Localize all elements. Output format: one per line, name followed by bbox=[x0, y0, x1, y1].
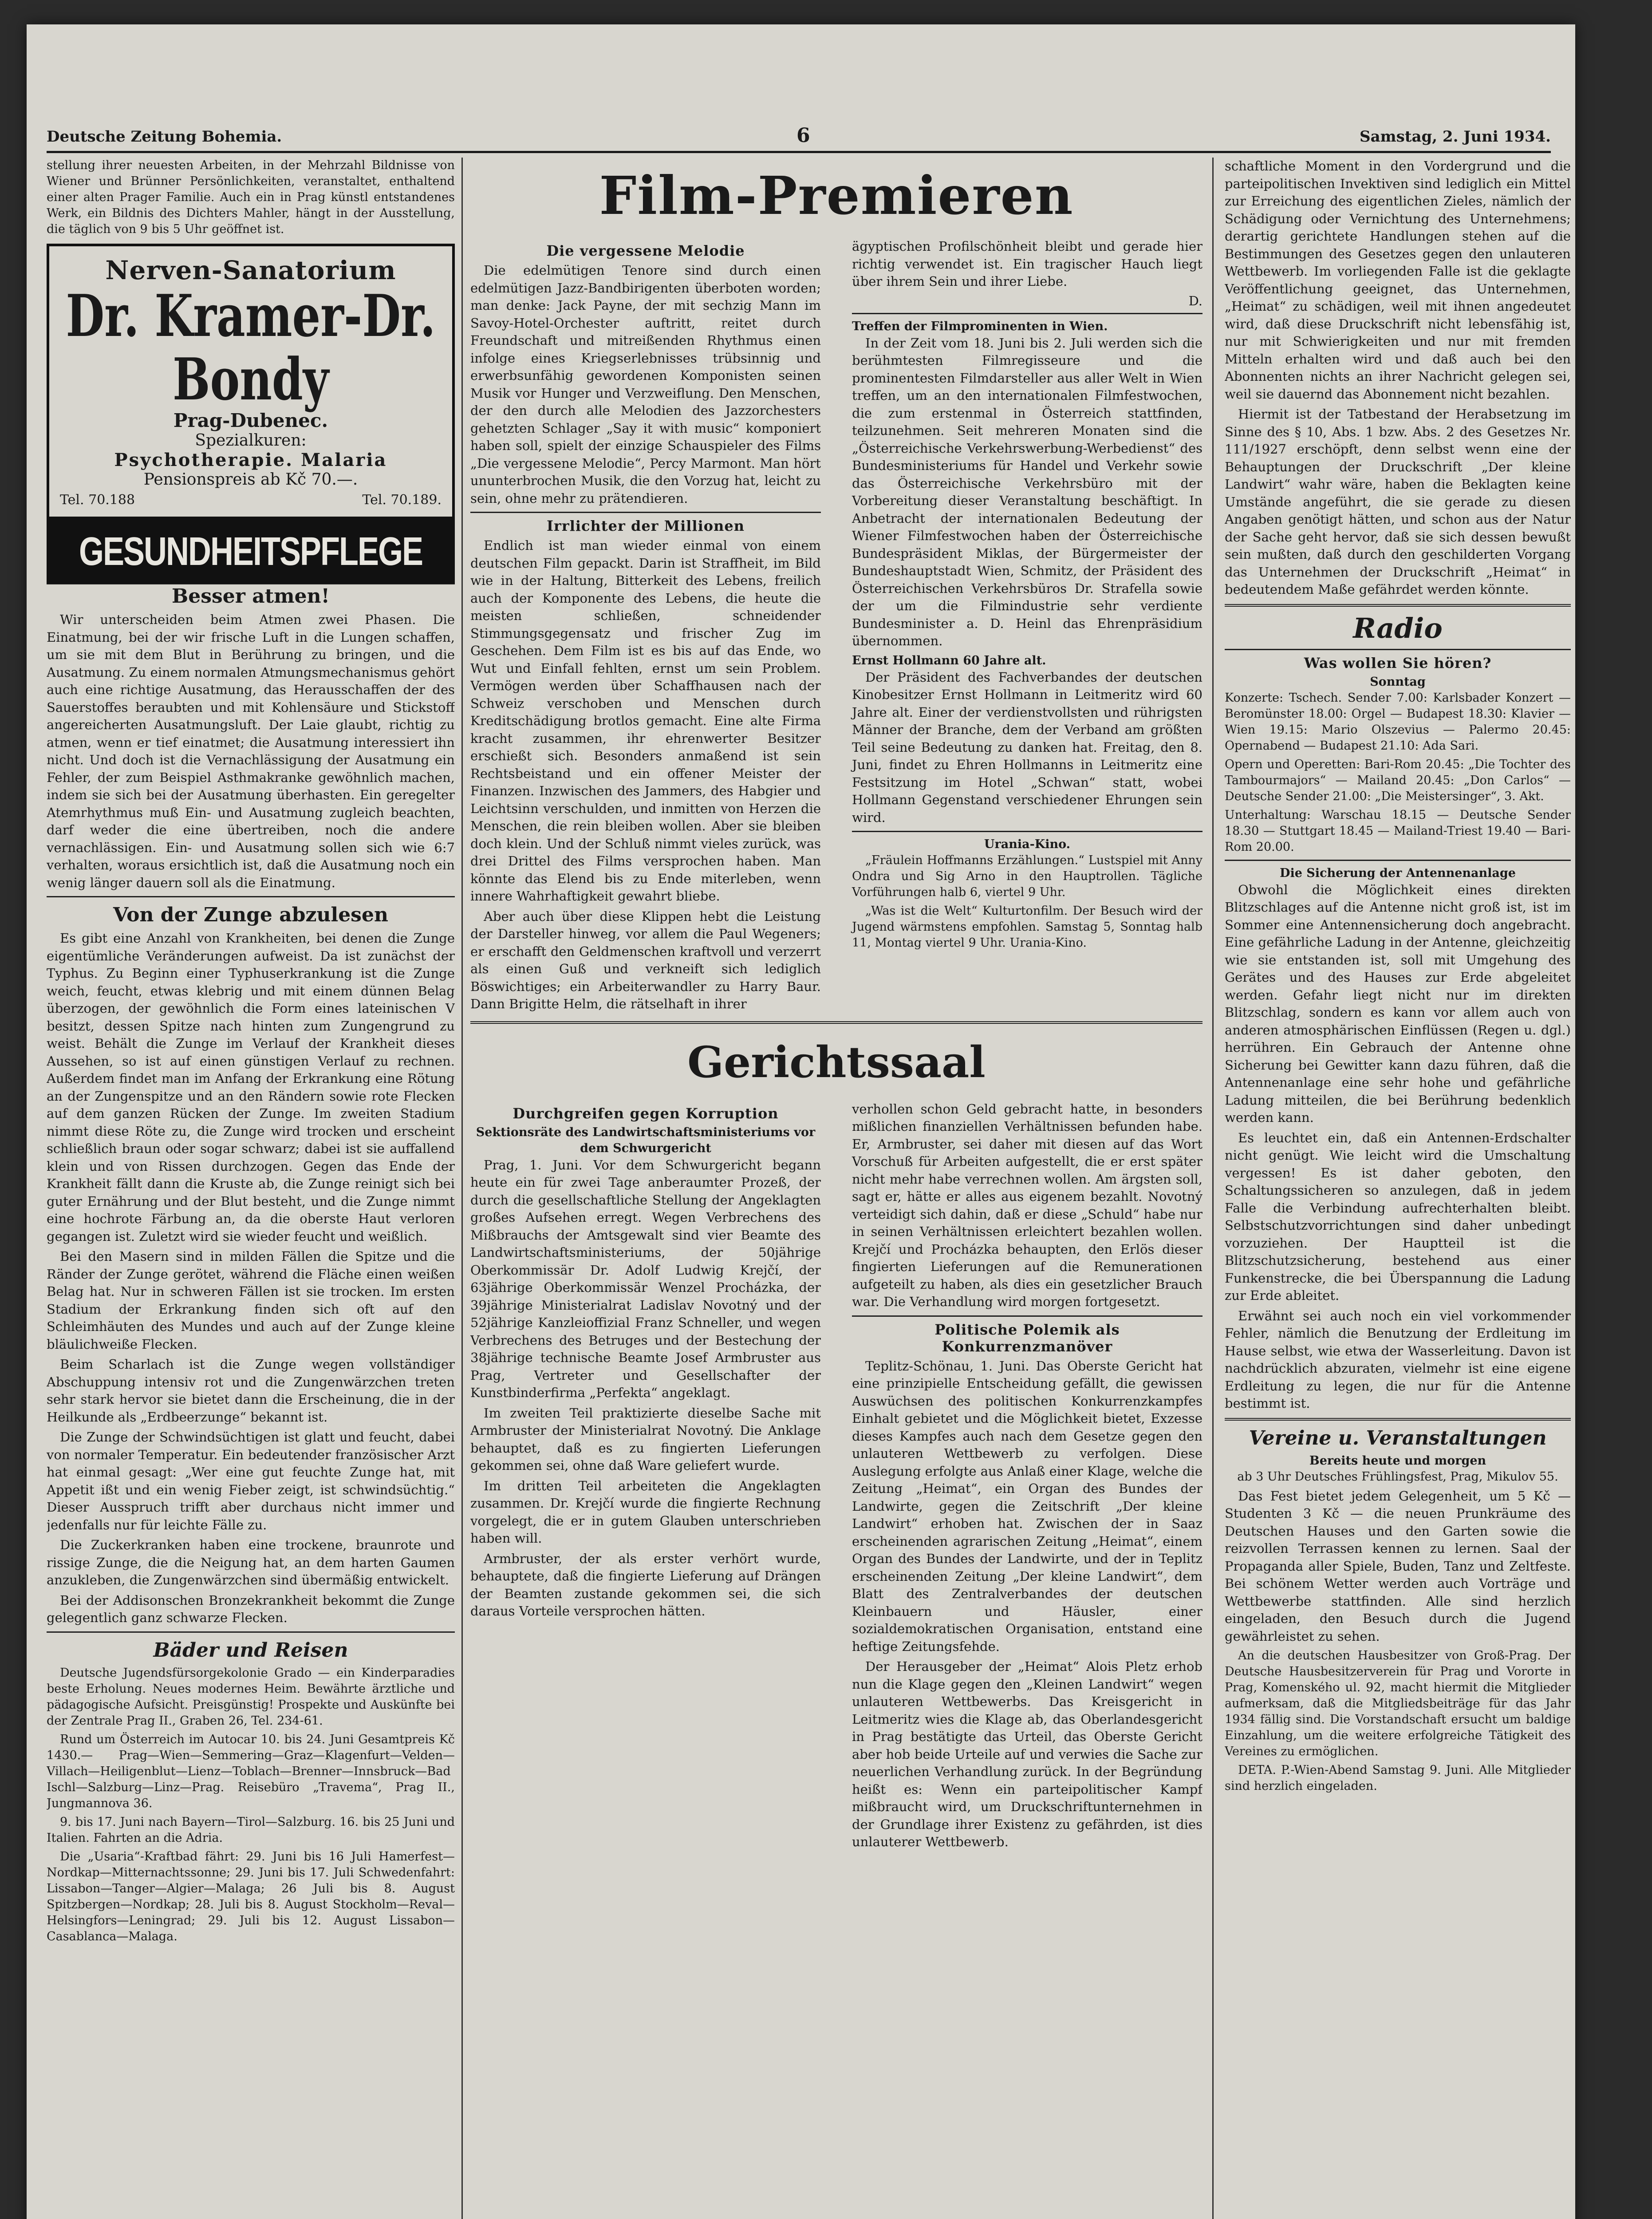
article-title: Was wollen Sie hören? bbox=[1304, 654, 1492, 671]
article-title: Die vergessene Melodie bbox=[546, 242, 745, 259]
section-title: Bäder und Reisen bbox=[153, 1639, 348, 1662]
travel-notice: Die „Usaria“-Kraftbad fährt: 29. Juni bis 16 Juli Hamerfest—Nordkap—Mitternachtssonne; 29. Juni bis 17. Juli Schwedenfahrt: Lissabon—Tanger—Algier—Malaga; 26 Juli bis 8. August Spitzbergen—Nordkap; 28. Juli bis 8. August Stockholm—Reval—Helsingfors—Leningrad; 29. Juli bis 12. August Lissabon—Casablanca—Malaga. bbox=[47, 1849, 455, 1943]
article-paragraph: Prag, 1. Juni. Vor dem Schwurgericht begann heute ein für zwei Tage anberaumter Prozeß, der durch die gesellschaftliche Stellung der Angeklagten großes Aufsehen erregt. Wegen Verbrechens des Mißbrauchs der Amtsgewalt sind vier Beamte des Landwirtschaftsministeriums, der 50jährige Oberkommissär Dr. Adolf Ludwig Krejčí, der 63jährige Oberkommissär Wenzel Procházka, der 39jährige Ministerialrat Ladislav Novotný und der 52jährige Kanzleioffizial Franz Schneller, und wegen Verbrechens des Betruges und der Bestechung der 38jährige technische Beamte Josef Armbruster aus Prag, Vertreter und Gesellschafter der Kunstbinderfirma „Perfekta“ angeklagt. bbox=[470, 1157, 821, 1400]
exhibition-note: stellung ihrer neuesten Arbeiten, in der Mehrzahl Bildnisse von Wiener und Brünner Persönlichkeiten, veranstaltet, enthaltend einer alten Prager Familie. Auch ein in Prag künstl entstandenes Werk, ein Bildnis des Dichters Mahler, hängt in der Ausstellung, die täglich von 9 bis 5 Uhr geöffnet ist. bbox=[47, 158, 455, 236]
day-label: Sonntag bbox=[1370, 675, 1426, 689]
article-paragraph: Bei den Masern sind in milden Fällen die Spitze und die Ränder der Zunge gerötet, während die Fläche einen weißen Belag hat. Nur in schweren Fällen ist sie trocken. Im ersten Stadium der Erkrankung finden sich oft auf den Schleimhäuten des Mundes und auch auf der Zunge kleine bläulichweiße Flecken. bbox=[47, 1249, 455, 1352]
article-title: Die Sicherung der Antennenanlage bbox=[1280, 866, 1516, 880]
article-paragraph: Im zweiten Teil praktizierte dieselbe Sache mit Armbruster der Ministerialrat Novotný. Die Anklage behauptet, daß es zu fingierten Lieferungen gekommen sei, ohne daß Ware geliefert wurde. bbox=[470, 1405, 821, 1473]
ad-location: Prag-Dubenec. bbox=[173, 410, 328, 431]
page-number: 6 bbox=[796, 124, 810, 147]
event-line: ab 3 Uhr Deutsches Frühlingsfest, Prag, Mikulov 55. bbox=[1237, 1469, 1558, 1484]
ad-treatments: Psychotherapie. Malaria bbox=[114, 450, 387, 470]
ad-doctors-name: Dr. Kramer-Dr. Bondy bbox=[66, 281, 436, 414]
sanatorium-advertisement bbox=[47, 244, 455, 519]
article-paragraph: schaftliche Moment in den Vordergrund und die parteipolitischen Invektiven sind lediglich ein Mittel zur Erreichung des eigentlichen Zieles, nämlich der Schädigung oder Vernichtung des Unternehmens; derartig gerichtete Handlungen stehen auf die Bestimmungen des Gesetzes gegen den unlauteren Wettbewerb. Im vorliegenden Falle ist die geklagte Veröffentlichung geeignet, das Unternehmen, „Heimat“ zu schädigen, weil mit ihnen angedeutet wird, daß diese Druckschrift nicht lebensfähig ist, nur mit Schwierigkeiten und nur mit fremden Mitteln erhalten wird und daß auch bei den Abonnenten nichts an ihrer Nachricht gelegen sei, weil sie dauernd das Abonnement nicht bezahlen. bbox=[1225, 158, 1571, 402]
column-center bbox=[470, 158, 1203, 2219]
newspaper-name: Deutsche Zeitung Bohemia. bbox=[47, 128, 282, 146]
article-paragraph: ägyptischen Profilschönheit bleibt und gerade hier richtig verwendet ist. Ein tragischer Hauch liegt über ihrem Sein und ihrer Liebe. bbox=[852, 239, 1203, 289]
article-paragraph: Die Zuckerkranken haben eine trockene, braunrote und rissige Zunge, die die Neigung hat, an dem harten Gaumen anzukleben, die Zungenwärzchen sind übermäßig entwickelt. bbox=[47, 1537, 455, 1587]
author-signature: D. bbox=[1188, 293, 1203, 308]
article-paragraph: Der Präsident des Fachverbandes der deutschen Kinobesitzer Ernst Hollmann in Leitmeritz wird 60 Jahre alt. Einer der verdienstvollsten und rührigsten Männer der Branche, dem der Verband am größten Teil seine Bedeutung zu danken hat. Freitag, den 8. Juni, findet zu Ehren Hollmanns in Leitmeritz eine Festsitzung im Hotel „Schwan“ statt, wobei Hollmann Gegenstand verschiedener Ehrungen sein wird. bbox=[852, 669, 1203, 825]
ad-line-1: Nerven-Sanatorium bbox=[105, 255, 396, 285]
film-section-title: Film-Premieren bbox=[599, 165, 1074, 226]
travel-notice: Deutsche Jugendsfürsorgekolonie Grado — ein Kinderparadies beste Erholung. Neues modernes Heim. Bewährte ärztliche und pädagogische Aufsicht. Preisgünstig! Prospekte und Auskünfte bei der Zentrale Prag II., Graben 26, Tel. 234-61. bbox=[47, 1666, 455, 1728]
article-title: Durchgreifen gegen Korruption bbox=[513, 1105, 779, 1122]
newspaper-page bbox=[27, 24, 1575, 2219]
article-paragraph: In der Zeit vom 18. Juni bis 2. Juli werden sich die berühmtesten Filmregisseure und die prominentesten Filmdarsteller aus aller Welt in Wien treffen, um an den internationalen Filmfestwochen, die zum erstenmal in Österreich stattfinden, teilzunehmen. Seit mehreren Monaten sind die „Österreichische Verkehrswerbung-Werbedienst“ des Bundesministeriums für Handel und Verkehr sowie das Österreichische Verkehrsbüro mit der Vorbereitung dieser Veranstaltung beschäftigt. In Anbetracht der internationalen Bedeutung der Wiener Filmfestwochen haben der Österreichische Bundespräsident Miklas, der Bürgermeister der Bundeshauptstadt Wien, Schmitz, der Präsident des Österreichischen Verkehrsbüros Dr. Strafella sowie der um die Filmindustrie sehr verdiente Bundesminister a. D. Heinl das Ehrenpräsidium übernommen. bbox=[852, 335, 1203, 648]
section-title: Vereine u. Veranstaltungen bbox=[1249, 1426, 1547, 1449]
travel-notice: 9. bis 17. Juni nach Bayern—Tirol—Salzburg. 16. bis 25 Juni und Italien. Fahrten an die Adria. bbox=[47, 1815, 455, 1845]
article-paragraph: Das Fest bietet jedem Gelegenheit, um 5 Kč — Studenten 3 Kč — die neuen Prunkräume des Deutschen Hauses und den Garten sowie die reizvollen Terrassen kennen zu lernen. Saal der Propaganda aller Spiele, Buden, Tanz und Zeltfeste. Bei schönem Wetter werden auch Vorträge und Wettbewerbe stattfinden. Alle sind herzlich eingeladen, den Besuch durch die Jugend gewährleistet zu sehen. bbox=[1225, 1488, 1571, 1644]
article-paragraph: Im dritten Teil arbeiteten die Angeklagten zusammen. Dr. Krejčí wurde die fingierte Rechnung vorgelegt, die er in gutem Glauben unterschrieben haben will. bbox=[470, 1478, 821, 1546]
article-paragraph: DETA. P.-Wien-Abend Samstag 9. Juni. Alle Mitglieder sind herzlich eingeladen. bbox=[1225, 1763, 1571, 1793]
article-paragraph: Erwähnt sei auch noch ein viel vorkommender Fehler, nämlich die Benutzung der Erdleitung im Hause selbst, wie etwa der Wasserleitung. Davon ist nachdrücklich abzuraten, vielmehr ist eine eigene Erdleitung zu legen, die nur für die Antenne bestimmt ist. bbox=[1225, 1308, 1571, 1411]
article-paragraph: Es leuchtet ein, daß ein Antennen-Erdschalter nicht genügt. Wie leicht wird die Umschaltung vergessen! Es ist daher geboten, den Schaltungssicheren so anzulegen, daß in jedem Falle die Verbindung aufrechterhalten bleibt. Selbstschutzvorrichtungen sind daher unbedingt vorzuziehen. Der Hauptteil ist die Blitzschutzsicherung, bestehend aus einer Funkenstrecke, die bei Überspannung die Ladung zur Erde ableitet. bbox=[1225, 1130, 1571, 1303]
article-subtitle: Sektionsräte des Landwirtschaftsministeriums vor dem Schwurgericht bbox=[476, 1125, 816, 1155]
column-divider bbox=[1212, 158, 1214, 2219]
article-paragraph: Bei der Addisonschen Bronzekrankheit bekommt die Zunge gelegentlich ganz schwarze Flecken. bbox=[47, 1592, 455, 1625]
article-paragraph: Die edelmütigen Tenore sind durch einen edelmütigen Jazz-Bandbirigenten überboten worden; man denke: Jack Payne, der mit sechzig Mann im Savoy-Hotel-Orchester auftritt, reitet durch Freundschaft und mitreißenden Rhythmus einen infolge eines Kriegserlebnisses trübsinnig und erwerbsunfähig gewordenen Komponisten seinen Musik vor Hunger und Verzweiflung. Den Menschen, der den durch alle Melodien des Jazzorchesters gehetzten Schlager „Say it with music“ komponiert haben soll, spielt der einzige Schauspieler des Films „Die vergessene Melodie“, Percy Marmont. Man hört ununterbrochen Musik, die den Vorzug hat, leicht zu sein, ohne mehr zu prätendieren. bbox=[470, 263, 821, 506]
article-paragraph: Hiermit ist der Tatbestand der Herabsetzung im Sinne des § 10, Abs. 1 bzw. Abs. 2 des Gesetzes Nr. 111/1927 erschöpft, denn selbst wenn eine der Behauptungen der Druckschrift „Der kleine Landwirt“ wahr wäre, haben die Beklagten keine Umstände angeführt, die sie gerade zu diesen Angaben genötigt hätten, und schon aus der Natur der Sache geht hervor, daß sie sich dessen bewußt sein mußten, daß durch den geschilderten Vorgang das Unternehmen der Druckschrift „Heimat“ in bedeutendem Maße gefährdet werden könnte. bbox=[1225, 407, 1571, 597]
ad-phone-1: Tel. 70.188 bbox=[60, 492, 135, 508]
article-title: Von der Zunge abzulesen bbox=[113, 904, 388, 926]
column-right bbox=[1225, 158, 1571, 2219]
issue-date: Samstag, 2. Juni 1934. bbox=[1360, 128, 1551, 146]
article-paragraph: verhollen schon Geld gebracht hatte, in besonders mißlichen finanziellen Verhältnissen befunden habe. Er, Armbruster, sei daher mit diesen auf das Wort Vorschuß für Arbeiten aufgestellt, die er erst später nicht mehr habe verrechnen wollen. Am ärgsten soll, sagt er, hätte er alles aus eigenem bezahlt. Novotný verteidigt sich dahin, daß er diese „Schuld“ habe nur in seinen Verhältnissen erleichtert bezahlen wollen. Krejčí und Procházka behaupten, den Erlös dieser fingierten Lieferungen auf die Remunerationen aufgeteilt zu haben, als dies ein gesetzlicher Brauch war. Die Verhandlung wird morgen fortgesetzt. bbox=[852, 1101, 1203, 1309]
ad-price: Pensionspreis ab Kč 70.—. bbox=[143, 470, 358, 489]
travel-notice: Rund um Österreich im Autocar 10. bis 24. Juni Gesamtpreis Kč 1430.— Prag—Wien—Semmering—Graz—Klagenfurt—Velden—Villach—Heiligenblut—Lienz—Toblach—Brenner—Innsbruck—Bad Ischl—Salzburg—Linz—Prag. Reisebüro „Travema“, Prag II., Jungmannova 36. bbox=[47, 1732, 455, 1810]
section-banner: GESUNDHEITSPFLEGE bbox=[47, 519, 455, 584]
cinema-listing: „Fräulein Hoffmanns Erzählungen.“ Lustspiel mit Anny Ondra und Sig Arno in den Hauptrollen. Tägliche Vorführungen halb 6, viertel 9 Uhr. bbox=[852, 853, 1203, 899]
article-paragraph: Aber auch über diese Klippen hebt die Leistung der Darsteller hinweg, vor allem die Paul Wegeners; er erschafft den Geldmenschen kraftvoll und verzerrt als einen Guß und verkneift sich lediglich Böswichtiges; ein Arbeiterwandler zu Harry Baur. Dann Brigitte Helm, die rätselhaft in ihrer bbox=[470, 908, 821, 1011]
ad-phone-2: Tel. 70.189. bbox=[362, 492, 442, 508]
article-title: Treffen der Filmprominenten in Wien. bbox=[852, 319, 1108, 333]
article-paragraph: Wir unterscheiden beim Atmen zwei Phasen. Die Einatmung, bei der wir frische Luft in die Lungen schaffen, um sie mit dem Blut in Berührung zu bringen, und die Ausatmung. Zu einem normalen Atmungsmechanismus gehört auch eine richtige Ausatmung, das Herausschaffen der des Sauerstoffes beraubten und mit Kohlensäure und Stickstoff angereicherten Ausatmungsluft. Der Laie glaubt, richtig zu atmen, wenn er tief einatmet; die Ausatmung interessiert ihn nicht. Und doch ist die Vernachlässigung der Ausatmung ein Fehler, der zum Beispiel Asthmakranke gewöhnlich machen, indem sie sich bei der Ausatmung überhasten. Ein geregelter Atemrhythmus muß Ein- und Ausatmung zugleich beachten, darf weder die eine übertreiben, noch die andere vernachlässigen. Ein- und Ausatmung sollen sich wie 6:7 verhalten, woraus ersichtlich ist, daß die Ausatmung noch ein wenig länger dauern soll als die Einatmung. bbox=[47, 612, 455, 890]
article-paragraph: Beim Scharlach ist die Zunge wegen vollständiger Abschuppung intensiv rot und die Zungenwärzchen treten sehr stark hervor sie bietet dann die Erscheinung, die in der Heilkunde als „Erdbeerzunge“ bekannt ist. bbox=[47, 1357, 455, 1425]
article-paragraph: Es gibt eine Anzahl von Krankheiten, bei denen die Zunge eigentümliche Veränderungen aufweist. Da ist zunächst der Typhus. Zu Beginn einer Typhuserkrankung ist die Zunge weich, feucht, etwas klebrig und mit einem dünnen Belag überzogen, der gewöhnlich die Form eines lateinischen V besitzt, dessen Spitze nach hinten zum Zungengrund zu weist. Behält die Zunge im Verlauf der Krankheit dieses Aussehen, so ist auf einen günstigen Verlauf zu rechnen. Außerdem findet man im Anfang der Erkrankung eine Rötung an der Zungenspitze und an den Rändern sowie rote Flecken auf dem ganzen Rücken der Zunge. Im zweiten Stadium nimmt diese Röte zu, die Zunge wird trocken und erscheint schließlich braun oder sogar schwarz; dabei ist sie auffallend klein und von Rissen durchzogen. Gegen das Ende der Krankheit fällt dann die Kruste ab, die Zunge reinigt sich bei guter Ernährung und der Blut besteht, und die Zunge nimmt eine hochrote Färbung an, da die oberste Haut verloren gegangen ist. Zuletzt wird sie wieder feucht und weißlich. bbox=[47, 931, 455, 1244]
article-title: Ernst Hollmann 60 Jahre alt. bbox=[852, 653, 1046, 667]
column-left bbox=[47, 158, 455, 2219]
article-paragraph: Teplitz-Schönau, 1. Juni. Das Oberste Gericht hat eine prinzipielle Entscheidung gefällt, die gewissen Auswüchsen des politischen Konkurrenzkampfes Einhalt gebietet und die Möglichkeit bietet, Exzesse dieses Kampfes auch nach dem Gesetze gegen den unlauteren Wettbewerb zu verfolgen. Diese Auslegung erfolgte aus Anlaß einer Klage, welche die Zeitung „Heimat“, ein Organ des Bundes der Landwirte, gegen die Zeitschrift „Der kleine Landwirt“ erhoben hat. Zwischen der in Saaz erscheinenden agrarischen Zeitung „Heimat“, einem Organ des Bundes der Landwirte, und der in Teplitz erscheinenden Zeitung „Der kleine Landwirt“, dem Blatt des Zentralverbandes der deutschen Kleinbauern und Häusler, einer sozialdemokratischen Organisation, entstand eine heftige Zeitungsfehde. bbox=[852, 1358, 1203, 1654]
article-paragraph: Endlich ist man wieder einmal von einem deutschen Film gepackt. Darin ist Straffheit, im Bild wie in der Haltung, Bitterkeit des Lebens, freilich auch der Komponente des Lebens, die heute die meisten schließen, schneidender Stimmungsgegensatz und frischer Zug im Geschehen. Dem Film ist es bis auf das Ende, wo Wut und Einfall fehlten, ernst um sein Problem. Vermögen werden über Schaffhausen nach der Schweiz verschoben und Menschen durch Kreditschädigung brotlos gemacht. Eine alte Firma kracht zusammen, ihr ehrenwerter Besitzer erschießt sich. Besonders anmaßend ist sein Rechtsbeistand und ein offener Meister der Finanzen. Inzwischen des Jammers, des Habgier und Leichtsinn verschulden, und inmitten von Herzen die Menschen, die rein bleiben wollen. Aber sie bleiben doch klein. Und der Schluß nimmt vieles zurück, was drei Drittel des Films versprochen haben. Man könnte das Elend bis zu Ende miterleben, wenn innere Wahrhaftigkeit gewahrt bliebe. bbox=[470, 538, 821, 904]
radio-section-title: Radio bbox=[1353, 612, 1443, 644]
cinema-listing: „Was ist die Welt“ Kulturtonfilm. Der Besuch wird der Jugend wärmstens empfohlen. Samstag 5, Sonntag halb 11, Montag viertel 9 Uhr. Urania-Kino. bbox=[852, 904, 1203, 950]
article-title: Politische Polemik als Konkurrenzmanöver bbox=[934, 1321, 1120, 1355]
cinema-name: Urania-Kino. bbox=[984, 837, 1071, 851]
column-divider bbox=[461, 158, 463, 2219]
ad-specialty-label: Spezialkuren: bbox=[195, 431, 307, 450]
radio-listing: Unterhaltung: Warschau 18.15 — Deutsche Sender 18.30 — Stuttgart 18.45 — Mailand-Triest 19.40 — Bari-Rom 20.00. bbox=[1225, 808, 1571, 854]
article-paragraph: Die Zunge der Schwindsüchtigen ist glatt und feucht, dabei von normaler Temperatur. Ein bedeutender französischer Arzt hat einmal gesagt: „Wer eine gut feuchte Zunge hat, mit Appetit ißt und ein wenig Fieber zeigt, ist schwindsüchtig.“ Dieser Ausspruch trifft aber durchaus nicht immer und jedenfalls nur für leichte Fälle zu. bbox=[47, 1429, 455, 1532]
article-paragraph: Der Herausgeber der „Heimat“ Alois Pletz erhob nun die Klage gegen den „Kleinen Landwirt“ wegen unlauteren Wettbewerbs. Das Kreisgericht in Leitmeritz wies die Klage ab, das Oberlandesgericht in Prag bestätigte das Urteil, das Oberste Gericht aber hob beide Urteile auf und verwies die Sache zur neuerlichen Verhandlung zurück. In der Begründung heißt es: Wenn ein parteipolitischer Kampf mißbraucht wird, um Druckschriftunternehmen in der Grundlage ihrer Existenz zu gefährden, ist dies unlauterer Wettbewerb. bbox=[852, 1659, 1203, 1849]
article-paragraph: Obwohl die Möglichkeit eines direkten Blitzschlages auf die Antenne nicht groß ist, ist im Sommer eine Antennensicherung doch angebracht. Eine gefährliche Ladung in der Antenne, gleichzeitig wie sie entstanden ist, soll mit Umgehung des Gerätes und des Hauses zur Erde abgeleitet werden. Gefahr liegt nicht nur im direkten Blitzschlag, sondern es kann vor allem auch von anderen atmosphärischen Einflüssen (Regen u. dgl.) herrühren. Ein Gebrauch der Antenne ohne Sicherung bei Gewitter kann dazu führen, daß die Antennenanlage eine sehr hohe und gefährliche Ladung mitteilen, die bei Berührung bedenklich werden kann. bbox=[1225, 882, 1571, 1125]
article-paragraph: Armbruster, der als erster verhört wurde, behauptete, daß die fingierte Lieferung auf Drängen der Beamten zustande gekommen sei, die sich daraus Vorteile versprochen hätten. bbox=[470, 1551, 821, 1619]
radio-listing: Konzerte: Tschech. Sender 7.00: Karlsbader Konzert — Beromünster 18.00: Orgel — Budapest 18.30: Klavier — Wien 19.15: Mario Olszevius — Palermo 20.45: Opernabend — Budapest 21.10: Ada Sari. bbox=[1225, 691, 1571, 753]
article-title: Irrlichter der Millionen bbox=[547, 517, 745, 534]
article-title: Bereits heute und morgen bbox=[1309, 1453, 1486, 1468]
article-paragraph: An die deutschen Hausbesitzer von Groß-Prag. Der Deutsche Hausbesitzerverein für Prag und Vororte in Prag, Komenského ul. 92, macht hiermit die Mitglieder aufmerksam, daß die Mitgliedsbeiträge für das Jahr 1934 fällig sind. Die Vorstandschaft ersucht um baldige Einzahlung, um die weitere erfolgreiche Tätigkeit des Vereines zu ermöglichen. bbox=[1225, 1649, 1571, 1758]
radio-listing: Opern und Operetten: Bari-Rom 20.45: „Die Tochter des Tambourmajors“ — Mailand 20.45: „Don Carlos“ — Deutsche Sender 21.00: „Die Meistersinger“, 3. Akt. bbox=[1225, 757, 1571, 803]
page-header bbox=[47, 124, 1551, 153]
court-section-title: Gerichtssaal bbox=[687, 1037, 986, 1087]
article-title: Besser atmen! bbox=[172, 585, 330, 608]
